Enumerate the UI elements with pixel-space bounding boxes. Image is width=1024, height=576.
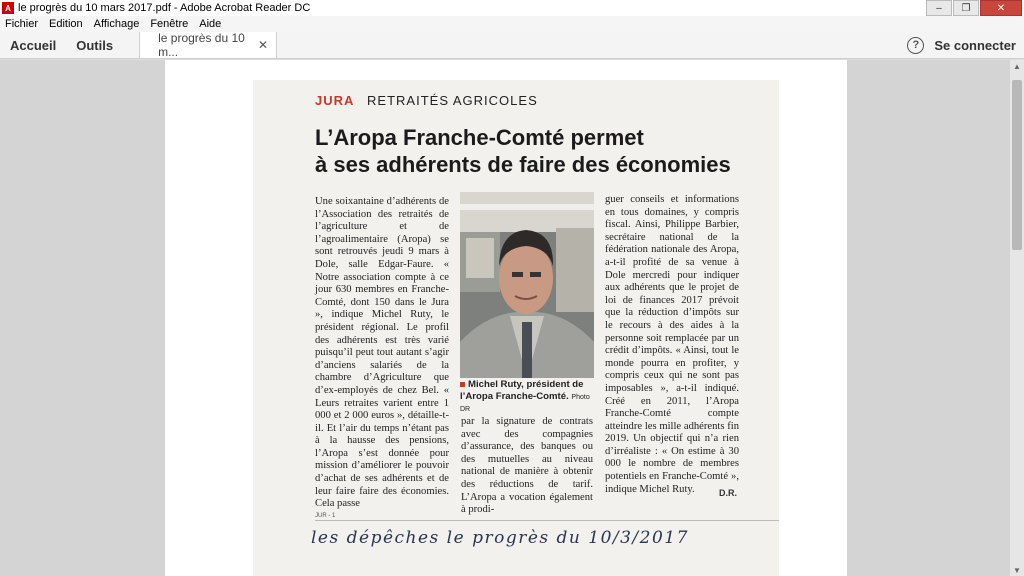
page-marker: JUR - 1	[315, 513, 336, 519]
author-signature: D.R.	[719, 488, 737, 498]
article-headline	[315, 124, 765, 178]
scrollbar-thumb[interactable]	[1012, 80, 1022, 250]
window-title-bar	[0, 0, 1024, 16]
tab-outils[interactable]: Outils	[76, 37, 114, 53]
headline-line-2: à ses adhérents de faire des économies	[315, 152, 731, 177]
newspaper-clipping	[253, 80, 779, 576]
photo-caption	[460, 379, 594, 416]
scroll-up-icon[interactable]: ▲	[1013, 61, 1021, 71]
caption-text: Michel Ruty, président de l’Aropa Franche-Comté.	[460, 379, 584, 402]
signin-button[interactable]: Se connecter	[934, 37, 1016, 53]
menu-edition[interactable]: Edition	[49, 18, 83, 30]
menu-fichier[interactable]: Fichier	[5, 18, 39, 30]
vertical-scrollbar[interactable]	[1010, 60, 1024, 576]
menu-bar	[0, 16, 1024, 32]
help-icon[interactable]: ?	[907, 37, 924, 54]
section-label: JURA	[315, 93, 355, 108]
photo-credit: Photo DR	[460, 393, 590, 413]
caption-marker	[460, 382, 465, 387]
headline-line-1: L’Aropa Franche-Comté permet	[315, 125, 644, 150]
acrobat-app-icon: A	[2, 2, 14, 14]
window-title: le progrès du 10 mars 2017.pdf - Adobe Acrobat Reader DC	[18, 2, 311, 14]
document-tab-label: le progrès du 10 m...	[158, 31, 245, 59]
maximize-icon[interactable]: ❐	[953, 0, 979, 16]
close-window-icon[interactable]: ✕	[980, 0, 1022, 16]
article-kicker	[315, 93, 538, 108]
portrait-illustration	[460, 192, 594, 378]
minimize-icon[interactable]: –	[926, 0, 952, 16]
window-controls	[925, 0, 1022, 16]
document-tab[interactable]	[139, 32, 277, 58]
scroll-down-icon[interactable]: ▼	[1013, 565, 1021, 575]
handwritten-note: les dépêches le progrès du 10/3/2017	[311, 528, 689, 548]
article-column-1: Une soixantaine d’adhérents de l’Association des retraités de l’agriculture et de l’agroalimentaire (Aropa) se sont retrouvés jeudi 9 mars à Dole, salle Edgar-Faure. « Notre association compte à ce jour 630 membres en Franche-Comté, dont 150 dans le Jura », indique Michel Ruty, le président régional. Le profil des adhérents est très varié puisqu’il peut tout autant s’agir d’anciens salariés de la chambre d’Agriculture que d’ex-employés de chez Bel. « Leurs retraites varient entre 1 000 et 2 000 euros », détaille-t-il. Et l’air du temps n’étant pas à la hausse des pensions, l’Aropa s’est donnée pour mission d’améliorer le pouvoir d’achat de ses adhérents et de leur faire faire des économies. Cela passe	[315, 196, 449, 510]
article-column-2: par la signature de contrats avec des compagnies d’assurance, des banques ou des mutuelles au niveau national de manière à obtenir des réductions de tarif. L’Aropa a vocation également à prodi-	[461, 416, 593, 516]
menu-fenetre[interactable]: Fenêtre	[150, 18, 189, 30]
main-toolbar	[0, 32, 1024, 59]
menu-aide[interactable]: Aide	[199, 18, 222, 30]
close-tab-icon[interactable]: ✕	[258, 38, 269, 52]
rubric-label: RETRAITÉS AGRICOLES	[367, 93, 538, 108]
tab-accueil[interactable]: Accueil	[10, 37, 57, 53]
article-column-3: guer conseils et informations en tous domaines, y compris fiscal. Ainsi, Philippe Barbier, secrétaire national de la fédération nationale des Aropa, a-t-il profité de sa venue à Dole mercredi pour indiquer aux adhérents que le projet de loi de finances 2017 prévoit que la réduction d’impôts sur le recours à des aides à la personne soit remplacée par un crédit d’impôts. « Ainsi, tout le monde pourra en profiter, y compris ceux qui ne sont pas imposables », a-t-il indiqué. Créé en 2011, l’Aropa Franche-Comté compte atteindre les mille adhérents fin 2019. Un objectif qui n’a rien d’irréaliste : « On estime à 30 000 le nombre de membres potentiels en Franche-Comté », indique Michel Ruty.	[605, 194, 739, 495]
footer-divider	[315, 520, 779, 521]
portrait-photo	[460, 192, 594, 378]
menu-affichage[interactable]: Affichage	[93, 18, 140, 30]
